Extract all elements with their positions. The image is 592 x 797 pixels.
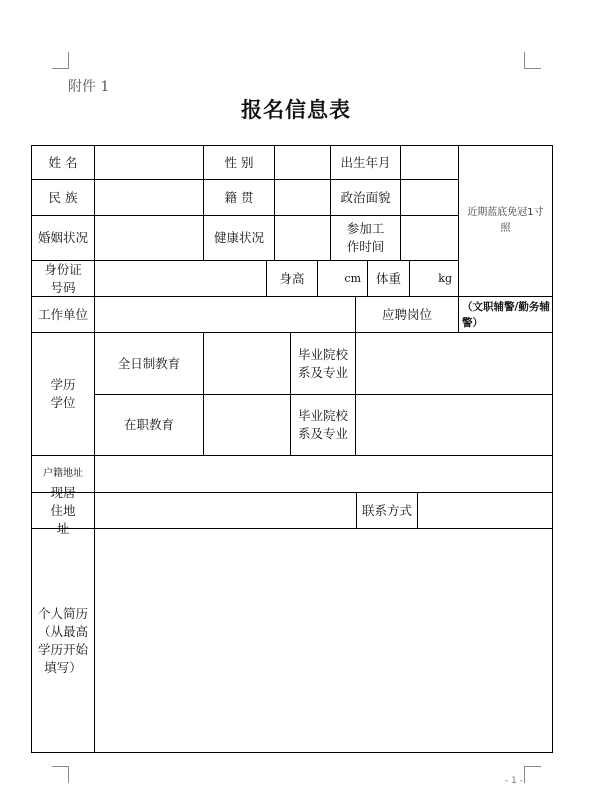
- field-id-card[interactable]: [94, 260, 267, 297]
- label-height: 身高: [266, 260, 318, 297]
- label-gender: 性 别: [203, 145, 275, 180]
- label-position: 应聘岗位: [355, 296, 459, 333]
- label-health: 健康状况: [203, 215, 275, 261]
- attachment-label: 附件 1: [68, 79, 110, 95]
- page-number: - 1 -: [505, 776, 523, 786]
- label-school-2: 毕业院校系及专业: [290, 394, 356, 456]
- field-school-1[interactable]: [355, 332, 553, 395]
- label-employer: 工作单位: [31, 296, 95, 333]
- field-political[interactable]: [400, 179, 459, 216]
- field-name[interactable]: [94, 145, 204, 180]
- field-household[interactable]: [94, 455, 553, 493]
- label-id-card: 身份证号码: [31, 260, 95, 297]
- label-name: 姓 名: [31, 145, 95, 180]
- field-fulltime[interactable]: [203, 332, 291, 395]
- label-work-start: 参加工作时间: [330, 215, 401, 261]
- label-resume: 个人简历（从最高学历开始填写）: [31, 528, 95, 753]
- label-fulltime: 全日制教育: [94, 332, 204, 395]
- label-residence: 现居住地址: [31, 492, 95, 529]
- crop-mark-bottom-right: [524, 766, 541, 783]
- label-native: 籍 贯: [203, 179, 275, 216]
- label-weight: 体重: [367, 260, 410, 297]
- label-school-1: 毕业院校系及专业: [290, 332, 356, 395]
- field-residence[interactable]: [94, 492, 357, 529]
- label-inservice: 在职教育: [94, 394, 204, 456]
- field-ethnicity[interactable]: [94, 179, 204, 216]
- field-birth[interactable]: [400, 145, 459, 180]
- label-education: 学历学位: [31, 332, 95, 456]
- field-work-start[interactable]: [400, 215, 459, 261]
- crop-mark-top-left: [52, 52, 69, 69]
- label-household: 户籍地址: [31, 455, 95, 493]
- photo-box[interactable]: 近期蓝底免冠1寸照: [458, 145, 553, 297]
- field-health[interactable]: [274, 215, 331, 261]
- field-school-2[interactable]: [355, 394, 553, 456]
- field-inservice[interactable]: [203, 394, 291, 456]
- crop-mark-bottom-left: [52, 766, 69, 783]
- label-birth: 出生年月: [330, 145, 401, 180]
- field-position[interactable]: （文职辅警/勤务辅警）: [458, 296, 553, 333]
- label-ethnicity: 民 族: [31, 179, 95, 216]
- field-contact[interactable]: [417, 492, 553, 529]
- label-political: 政治面貌: [330, 179, 401, 216]
- field-weight-kg[interactable]: kg: [409, 260, 459, 297]
- field-height-cm[interactable]: cm: [317, 260, 368, 297]
- field-gender[interactable]: [274, 145, 331, 180]
- field-resume[interactable]: [94, 528, 553, 753]
- field-employer[interactable]: [94, 296, 356, 333]
- label-contact: 联系方式: [356, 492, 418, 529]
- label-marital: 婚姻状况: [31, 215, 95, 261]
- crop-mark-top-right: [524, 52, 541, 69]
- page-title: 报名信息表: [241, 97, 351, 122]
- field-native[interactable]: [274, 179, 331, 216]
- field-marital[interactable]: [94, 215, 204, 261]
